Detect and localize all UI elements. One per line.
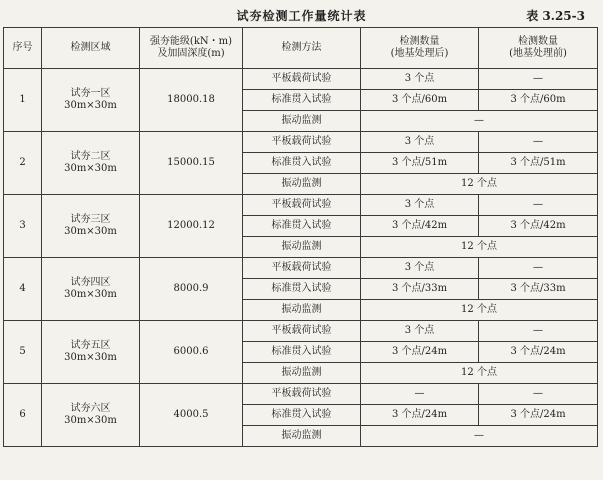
method-cell: 振动监测	[243, 174, 361, 195]
table-title: 试夯检测工作量统计表	[236, 9, 367, 23]
table-row	[4, 321, 598, 342]
vibration-qty-cell: —	[361, 111, 598, 132]
method-cell: 标准贯入试验	[243, 216, 361, 237]
energy-cell: 15000.15	[140, 132, 243, 195]
header-seq: 序号	[4, 28, 42, 69]
method-cell: 平板载荷试验	[243, 69, 361, 90]
qty-before-cell: 3 个点/33m	[479, 279, 598, 300]
header-qty-after-line2: (地基处理后)	[390, 48, 449, 59]
zone-size: 30m×30m	[64, 352, 117, 363]
zone-name: 试夯二区	[70, 151, 111, 162]
qty-after-cell: 3 个点/24m	[361, 405, 479, 426]
zone-cell	[42, 384, 140, 447]
vibration-qty-cell: 12 个点	[361, 174, 598, 195]
header-qty-before-line2: (地基处理前)	[509, 48, 567, 59]
header-energy-line1: 强夯能级(kN・m)	[149, 36, 233, 47]
seq-cell: 1	[4, 69, 42, 132]
vibration-qty-cell: 12 个点	[361, 300, 598, 321]
qty-before-cell: 3 个点/51m	[479, 153, 598, 174]
seq-cell: 3	[4, 195, 42, 258]
method-cell: 平板载荷试验	[243, 384, 361, 405]
zone-size: 30m×30m	[64, 289, 117, 300]
zone-size: 30m×30m	[64, 163, 117, 174]
zone-name: 试夯五区	[70, 340, 111, 351]
statistics-table	[3, 27, 598, 447]
qty-after-cell: 3 个点	[361, 258, 479, 279]
header-zone: 检测区域	[42, 28, 140, 69]
table-number: 表 3.25-3	[526, 9, 585, 23]
energy-cell: 12000.12	[140, 195, 243, 258]
header-qty-before	[479, 28, 598, 69]
method-cell: 标准贯入试验	[243, 405, 361, 426]
method-cell: 平板载荷试验	[243, 132, 361, 153]
seq-cell: 5	[4, 321, 42, 384]
qty-after-cell: 3 个点	[361, 195, 479, 216]
vibration-qty-cell: —	[361, 426, 598, 447]
zone-cell	[42, 258, 140, 321]
energy-cell: 6000.6	[140, 321, 243, 384]
seq-cell: 6	[4, 384, 42, 447]
method-cell: 振动监测	[243, 300, 361, 321]
qty-before-cell: 3 个点/24m	[479, 405, 598, 426]
zone-size: 30m×30m	[64, 415, 117, 426]
header-qty-after	[361, 28, 479, 69]
zone-name: 试夯三区	[70, 214, 111, 225]
qty-after-cell: 3 个点	[361, 69, 479, 90]
method-cell: 标准贯入试验	[243, 90, 361, 111]
method-cell: 标准贯入试验	[243, 279, 361, 300]
header-qty-before-line1: 检测数量	[518, 36, 558, 47]
qty-before-cell: —	[479, 258, 598, 279]
qty-after-cell: 3 个点/24m	[361, 342, 479, 363]
qty-after-cell: 3 个点	[361, 321, 479, 342]
table-body	[4, 69, 598, 447]
energy-cell: 18000.18	[140, 69, 243, 132]
qty-after-cell: 3 个点	[361, 132, 479, 153]
seq-cell: 4	[4, 258, 42, 321]
method-cell: 振动监测	[243, 363, 361, 384]
method-cell: 标准贯入试验	[243, 342, 361, 363]
energy-cell: 8000.9	[140, 258, 243, 321]
zone-cell	[42, 195, 140, 258]
table-row	[4, 69, 598, 90]
energy-cell: 4000.5	[140, 384, 243, 447]
vibration-qty-cell: 12 个点	[361, 363, 598, 384]
qty-after-cell: —	[361, 384, 479, 405]
zone-name: 试夯六区	[70, 403, 111, 414]
header-energy-line2: 及加固深度(m)	[157, 48, 225, 59]
method-cell: 平板载荷试验	[243, 195, 361, 216]
qty-before-cell: —	[479, 69, 598, 90]
method-cell: 振动监测	[243, 426, 361, 447]
method-cell: 平板载荷试验	[243, 321, 361, 342]
table-row	[4, 384, 598, 405]
method-cell: 平板载荷试验	[243, 258, 361, 279]
qty-before-cell: 3 个点/24m	[479, 342, 598, 363]
zone-size: 30m×30m	[64, 226, 117, 237]
zone-cell	[42, 321, 140, 384]
table-row	[4, 195, 598, 216]
qty-before-cell: —	[479, 321, 598, 342]
zone-size: 30m×30m	[64, 100, 117, 111]
method-cell: 标准贯入试验	[243, 153, 361, 174]
seq-cell: 2	[4, 132, 42, 195]
zone-name: 试夯四区	[70, 277, 111, 288]
qty-before-cell: —	[479, 384, 598, 405]
table-row	[4, 132, 598, 153]
vibration-qty-cell: 12 个点	[361, 237, 598, 258]
qty-before-cell: 3 个点/60m	[479, 90, 598, 111]
table-row	[4, 258, 598, 279]
qty-before-cell: —	[479, 195, 598, 216]
qty-after-cell: 3 个点/51m	[361, 153, 479, 174]
header-row	[4, 28, 598, 69]
qty-before-cell: 3 个点/42m	[479, 216, 598, 237]
qty-after-cell: 3 个点/42m	[361, 216, 479, 237]
method-cell: 振动监测	[243, 111, 361, 132]
header-energy	[140, 28, 243, 69]
qty-before-cell: —	[479, 132, 598, 153]
header-method: 检测方法	[243, 28, 361, 69]
qty-after-cell: 3 个点/33m	[361, 279, 479, 300]
qty-after-cell: 3 个点/60m	[361, 90, 479, 111]
header-qty-after-line1: 检测数量	[399, 36, 440, 47]
zone-cell	[42, 69, 140, 132]
zone-cell	[42, 132, 140, 195]
method-cell: 振动监测	[243, 237, 361, 258]
zone-name: 试夯一区	[70, 88, 111, 99]
